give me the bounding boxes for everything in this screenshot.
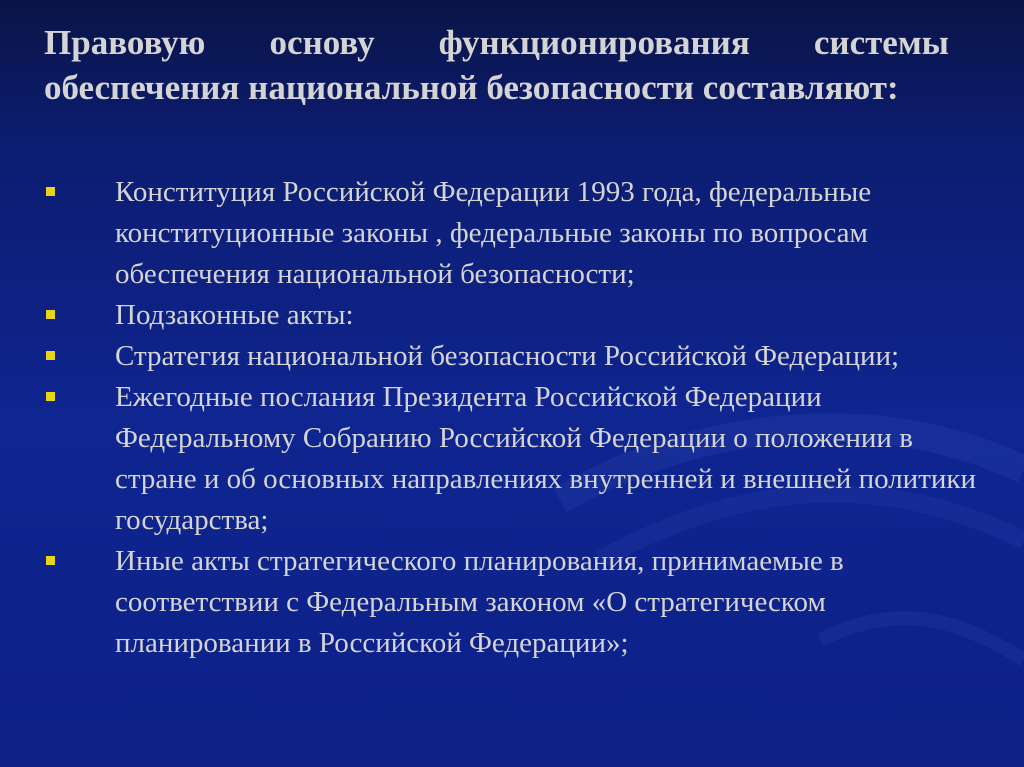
bullet-item bbox=[0, 377, 985, 541]
bullet-text: Ежегодные послания Президента Российской Федерации Федеральному Собранию Российской Федерации о положении в стране и об основных направлениях внутренней и внешней политики государства; bbox=[115, 381, 976, 536]
bullet-text: Стратегия национальной безопасности Российской Федерации; bbox=[115, 340, 900, 372]
bullet-list bbox=[0, 172, 1024, 664]
bullet-square-icon bbox=[46, 392, 55, 401]
bullet-text: Иные акты стратегического планирования, принимаемые в соответствии с Федеральным законом «О стратегическом планировании в Российской Федерации»; bbox=[115, 545, 844, 659]
slide-title: Правовую основу функционирования системы обеспечения национальной безопасности составляют: bbox=[44, 23, 949, 107]
bullet-square-icon bbox=[46, 556, 55, 565]
bullet-square-icon bbox=[46, 351, 55, 360]
bullet-square-icon bbox=[46, 310, 55, 319]
bullet-square-icon bbox=[46, 187, 55, 196]
bullet-item bbox=[0, 172, 985, 295]
bullet-item bbox=[0, 295, 985, 336]
bullet-text: Подзаконные акты: bbox=[115, 299, 354, 331]
bullet-item bbox=[0, 336, 985, 377]
bullet-text: Конституция Российской Федерации 1993 года, федеральные конституционные законы , федеральные законы по вопросам обеспечения национальной безопасности; bbox=[115, 176, 872, 290]
bullet-item bbox=[0, 541, 985, 664]
